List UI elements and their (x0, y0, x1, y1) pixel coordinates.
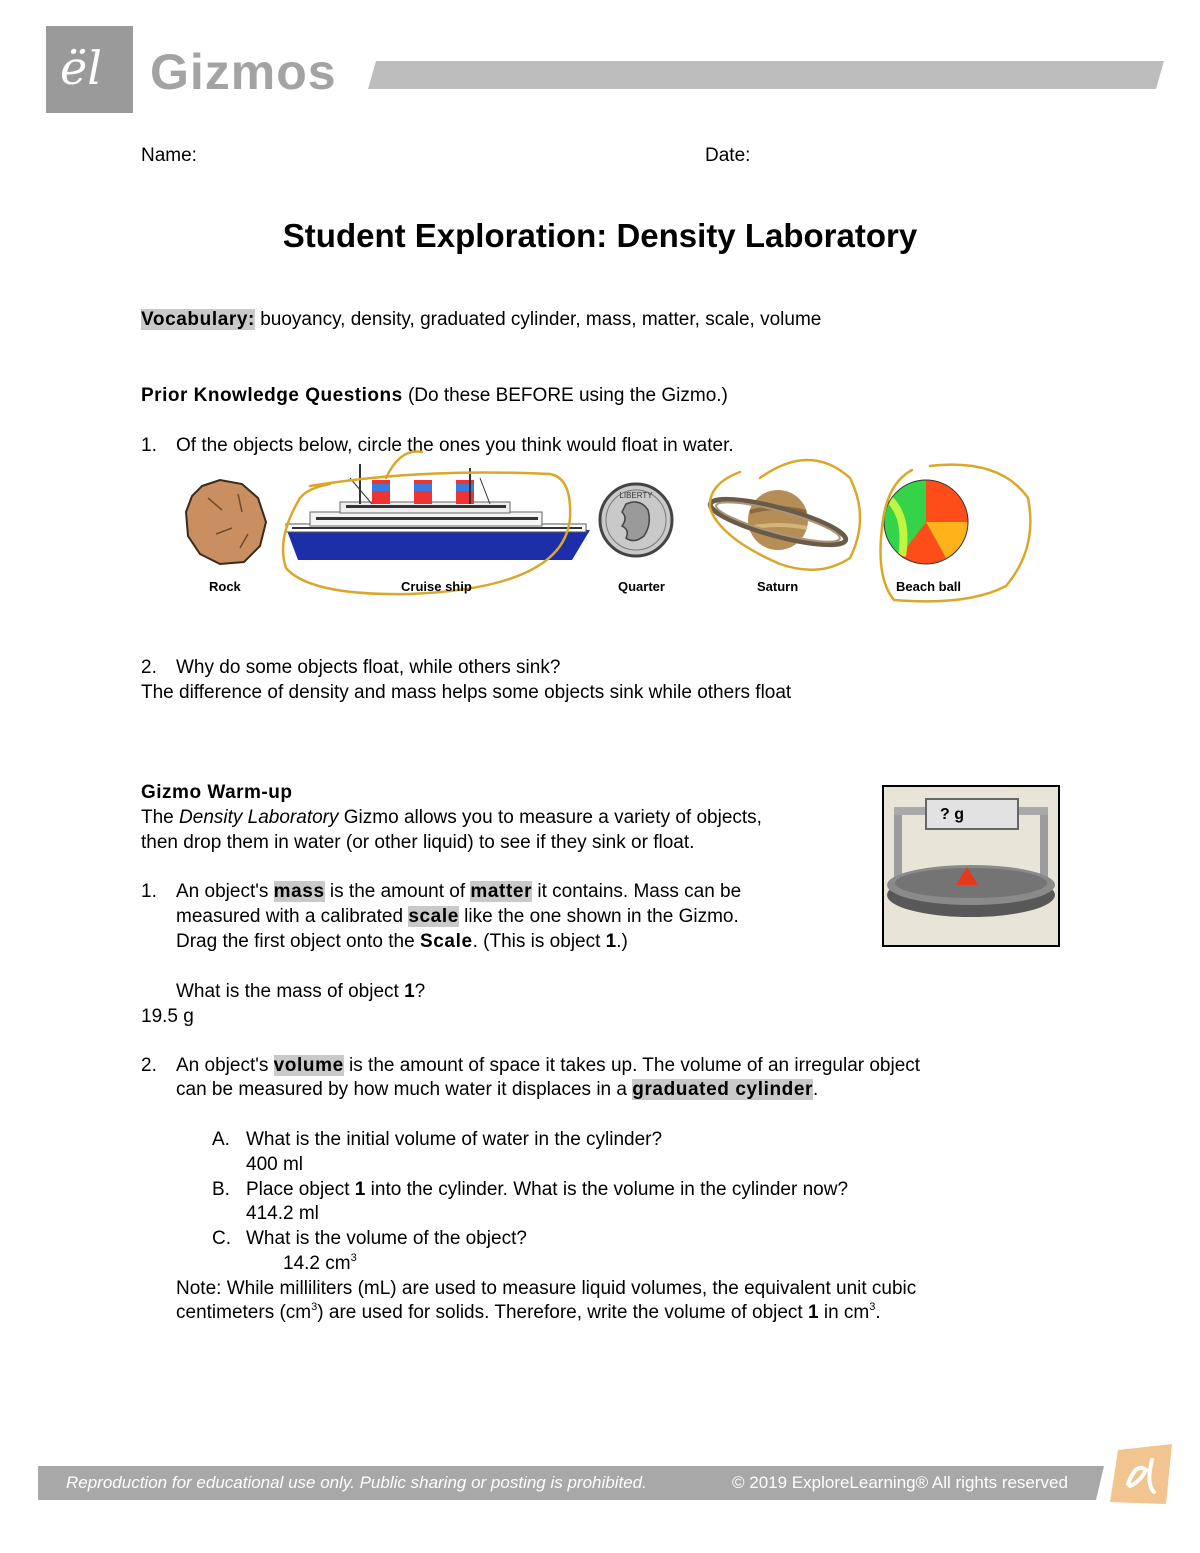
quarter-image (600, 484, 672, 556)
scale-button-name: Scale (419, 931, 473, 952)
saturn-image (707, 490, 849, 554)
object-label-saturn: Saturn (757, 579, 799, 594)
page-title: Student Exploration: Density Laboratory (282, 217, 918, 254)
wu-q2-l1-b: is the amount of space it takes up. The volume of an irregular object (343, 1055, 921, 1076)
term-mass: mass (273, 881, 325, 902)
wu-q2c-answer (283, 1252, 357, 1276)
wu-q1-l1-b: is the amount of (324, 881, 471, 902)
gizmo-scale-screenshot (882, 785, 1060, 947)
wu-q2c-letter: C. (212, 1228, 231, 1249)
warmup-intro-line1 (141, 806, 762, 830)
footer-copyright: © 2019 ExploreLearning® All rights reserved (732, 1473, 1068, 1492)
term-graduated-cylinder: graduated cylinder (632, 1079, 814, 1100)
wu-q1-l3-c: .) (616, 931, 628, 952)
wu-q1-l3-b: . (This is object (472, 931, 606, 952)
wu-q1-l2-a: measured with a calibrated (176, 906, 409, 927)
wu-q2-l2-a: can be measured by how much water it displaces in a (176, 1079, 633, 1100)
note2-c: in cm (818, 1302, 870, 1323)
wu-q1-number: 1. (141, 881, 157, 902)
wu-q2c-question: What is the volume of the object? (246, 1228, 527, 1249)
header-bar (368, 61, 1164, 89)
wu-q1-question (176, 980, 425, 1004)
wu-q2-l2-b: . (813, 1079, 819, 1100)
wu-q2b-question (246, 1178, 848, 1202)
pk-q2-text: Why do some objects float, while others sink? (176, 657, 561, 678)
wu-q2a-question: What is the initial volume of water in the cylinder? (246, 1129, 663, 1150)
pk-q1-number: 1. (141, 435, 157, 456)
wu-q2b-letter: B. (212, 1179, 230, 1200)
beach-ball-image (884, 480, 968, 564)
wu-q1-l3-a: Drag the first object onto the (176, 931, 420, 952)
note2-d: . (875, 1302, 881, 1323)
wu-q2-note-line1: Note: While milliliters (mL) are used to measure liquid volumes, the equivalent unit cubic (176, 1278, 917, 1299)
term-scale: scale (408, 906, 459, 927)
object-number: 1 (605, 931, 617, 952)
wu-q2-number: 2. (141, 1055, 157, 1076)
quarter-inscription: LIBERTY (619, 491, 653, 500)
wu-q1-l2-b: like the one shown in the Gizmo. (458, 906, 739, 927)
wu-q1-question-b: ? (414, 981, 426, 1002)
wu-q1-l1-c: it contains. Mass can be (532, 881, 742, 902)
prior-knowledge-heading: Prior Knowledge Questions (141, 385, 403, 406)
prior-knowledge-heading-line (141, 384, 728, 408)
note2-sup2: 3 (869, 1301, 876, 1313)
pk-q1-text: Of the objects below, circle the ones you think would float in water. (176, 435, 734, 456)
cruise-ship-image (286, 464, 590, 560)
gizmos-logo-mark: ël (60, 41, 102, 95)
wu-q1-question-a: What is the mass of object (176, 981, 405, 1002)
wu-q2c-answer-sup: 3 (350, 1252, 357, 1264)
pk-q2-number: 2. (141, 657, 157, 678)
wu-q1-answer: 19.5 g (141, 1006, 194, 1027)
object-label-cruise-ship: Cruise ship (401, 579, 472, 594)
brand-name: Gizmos (150, 44, 337, 100)
prior-knowledge-note: (Do these BEFORE using the Gizmo.) (407, 385, 728, 406)
name-label: Name: (141, 145, 197, 166)
wu-q2c-answer-value: 14.2 cm (283, 1253, 351, 1274)
wu-q1-line2 (176, 905, 739, 929)
object-label-quarter: Quarter (618, 579, 665, 594)
wu-q2-line1 (176, 1054, 920, 1078)
warmup-intro-post: Gizmo allows you to measure a variety of objects, (338, 807, 762, 828)
warmup-intro-pre: The (141, 807, 180, 828)
note2-num: 1 (807, 1302, 819, 1323)
wu-q2a-letter: A. (212, 1129, 230, 1150)
wu-q2-l1-a: An object's (176, 1055, 274, 1076)
vocabulary-line (141, 308, 821, 332)
term-matter: matter (470, 881, 533, 902)
wu-q1-l1-a: An object's (176, 881, 274, 902)
scale-readout: ? g (940, 806, 964, 823)
wu-q1-question-num: 1 (404, 981, 415, 1002)
date-label: Date: (705, 145, 751, 166)
wu-q2b-q-a: Place object (246, 1179, 355, 1200)
note2-a: centimeters (cm (176, 1302, 312, 1323)
wu-q2b-q-num: 1 (354, 1179, 366, 1200)
wu-q1-line3 (176, 930, 628, 954)
wu-q2-note-line2 (176, 1301, 881, 1325)
vocabulary-label: Vocabulary: (141, 309, 255, 330)
rock-image (186, 480, 266, 564)
wu-q2a-answer: 400 ml (246, 1154, 304, 1175)
warmup-intro-line2: then drop them in water (or other liquid) to see if they sink or float. (141, 832, 695, 853)
warmup-heading: Gizmo Warm-up (141, 782, 293, 803)
funnels (372, 480, 474, 504)
gizmos-logo (46, 26, 133, 113)
vocabulary-terms: buoyancy, density, graduated cylinder, mass, matter, scale, volume (260, 309, 822, 330)
wu-q2b-answer: 414.2 ml (246, 1203, 319, 1224)
note2-b: ) are used for solids. Therefore, write the volume of object (317, 1302, 808, 1323)
explorelearning-logo-icon (1106, 1440, 1176, 1510)
object-label-rock: Rock (209, 579, 241, 594)
scale-illustration (884, 787, 1058, 945)
term-volume: volume (273, 1055, 344, 1076)
pk-q2-answer: The difference of density and mass helps some objects sink while others float (141, 682, 792, 703)
footer-disclaimer: Reproduction for educational use only. Public sharing or posting is prohibited. (66, 1473, 647, 1492)
warmup-intro-italic: Density Laboratory (179, 807, 339, 828)
wu-q1-line1 (176, 880, 741, 904)
wu-q2-line2 (176, 1078, 818, 1102)
object-label-beach-ball: Beach ball (896, 579, 962, 594)
note2-sup: 3 (311, 1301, 318, 1313)
wu-q2b-q-b: into the cylinder. What is the volume in the cylinder now? (365, 1179, 849, 1200)
